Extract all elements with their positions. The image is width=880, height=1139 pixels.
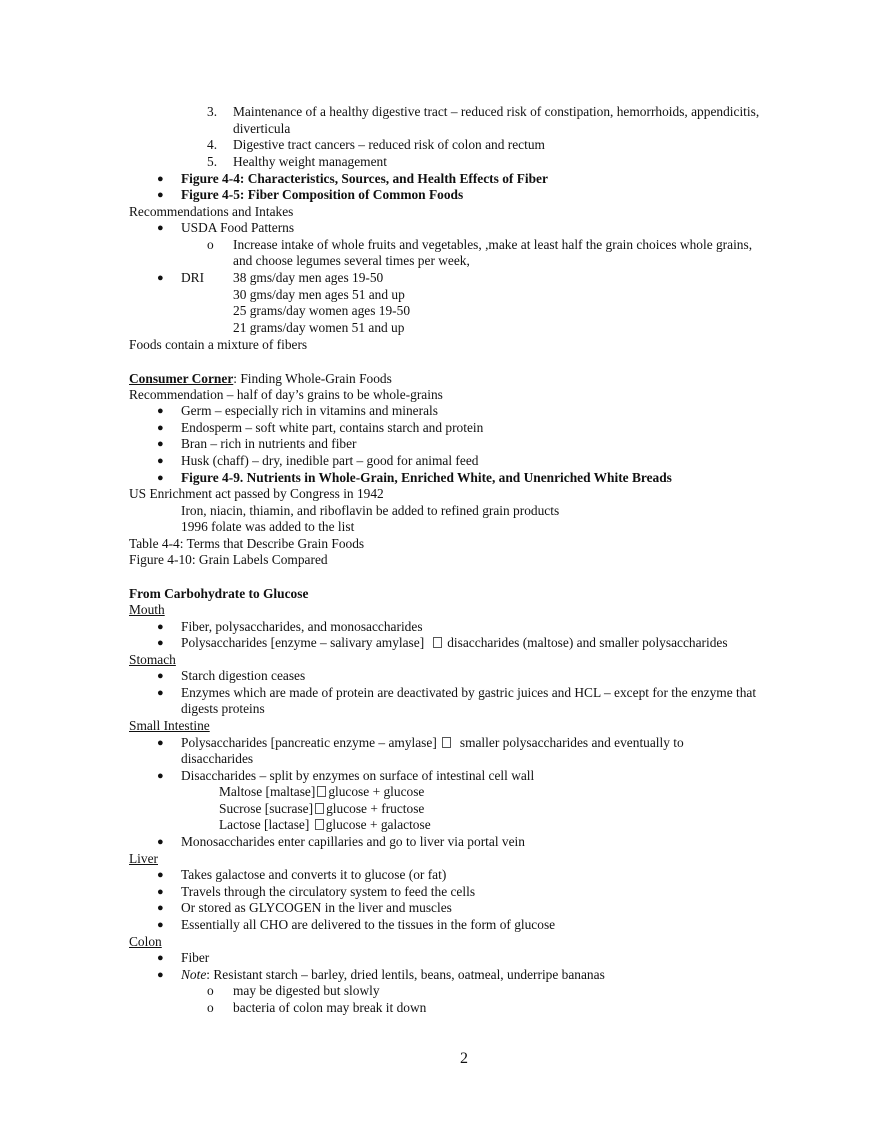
list-number: 4. — [207, 137, 218, 152]
list-item-text: diverticula — [233, 121, 291, 136]
list-item-text: Endosperm – soft white part, contains starch and protein — [181, 420, 484, 435]
reaction-output: smaller polysaccharides and eventually to — [459, 735, 684, 750]
bullet-icon: ● — [157, 670, 164, 682]
dri-value: 21 grams/day women 51 and up — [233, 320, 405, 335]
list-item-text: Husk (chaff) – dry, inedible part – good for animal feed — [181, 453, 479, 468]
list-item-text: disaccharides — [181, 751, 254, 766]
list-item-text: Bran – rich in nutrients and fiber — [181, 436, 357, 451]
list-item-text — [181, 967, 605, 983]
bullet-icon: ● — [157, 869, 164, 881]
list-item-text: Starch digestion ceases — [181, 668, 306, 683]
dri-value: 38 gms/day men ages 19-50 — [233, 270, 384, 285]
table-reference: Table 4-4: Terms that Describe Grain Foods — [129, 536, 365, 551]
arrow-icon — [315, 819, 324, 830]
list-item-text: digests proteins — [181, 701, 265, 716]
list-item-text: Takes galactose and converts it to glucose (or fat) — [181, 867, 447, 882]
reaction-input: Polysaccharides [pancreatic enzyme – amylase] — [181, 735, 437, 750]
list-number: 3. — [207, 104, 218, 119]
bullet-icon: ● — [157, 687, 164, 699]
arrow-icon — [442, 737, 451, 748]
bullet-icon: ● — [157, 919, 164, 931]
reaction-input: Maltose [maltase] — [219, 784, 316, 799]
list-item-text: Or stored as GLYCOGEN in the liver and muscles — [181, 900, 452, 915]
list-item-text: Fiber, polysaccharides, and monosaccharides — [181, 619, 423, 634]
note-label: Note — [181, 967, 207, 982]
list-item-text: Enzymes which are made of protein are deactivated by gastric juices and HCL – except for the enzyme that — [181, 685, 757, 700]
paragraph: Recommendation – half of day’s grains to be whole-grains — [129, 387, 443, 402]
figure-reference: Figure 4-9. Nutrients in Whole-Grain, Enriched White, and Unenriched White Breads — [181, 470, 672, 485]
bullet-icon: ● — [157, 455, 164, 467]
bullet-icon: ● — [157, 405, 164, 417]
list-item-text: Maintenance of a healthy digestive tract – reduced risk of constipation, hemorrhoids, appendicitis, — [233, 104, 760, 119]
list-item-text: Digestive tract cancers – reduced risk of colon and rectum — [233, 137, 545, 152]
reaction-line — [219, 784, 424, 800]
list-item-text: Fiber — [181, 950, 210, 965]
dri-value: 30 gms/day men ages 51 and up — [233, 287, 405, 302]
reaction-input: Polysaccharides [enzyme – salivary amylase] — [181, 635, 425, 650]
list-item-text: Healthy weight management — [233, 154, 387, 169]
dri-value: 25 grams/day women ages 19-50 — [233, 303, 411, 318]
reaction-input: Lactose [lactase] — [219, 817, 310, 832]
subsection-label: Colon — [129, 934, 162, 949]
bullet-icon: ● — [157, 438, 164, 450]
subsection-label: Stomach — [129, 652, 176, 667]
dri-label: DRI — [181, 270, 205, 285]
list-item-text: may be digested but slowly — [233, 983, 380, 998]
consumer-corner-heading — [129, 371, 392, 387]
bullet-icon: ● — [157, 189, 164, 201]
subsection-label: Small Intestine — [129, 718, 210, 733]
list-item-text: and choose legumes several times per week, — [233, 253, 470, 268]
subsection-label: Liver — [129, 851, 158, 866]
list-item-text: Disaccharides – split by enzymes on surface of intestinal cell wall — [181, 768, 535, 783]
reaction-line — [219, 801, 424, 817]
list-item-text: Travels through the circulatory system to feed the cells — [181, 884, 476, 899]
list-item-text: Increase intake of whole fruits and vegetables, ,make at least half the grain choices whole grains, — [233, 237, 753, 252]
bullet-icon: ● — [157, 272, 164, 284]
list-item-text — [181, 635, 728, 651]
bullet-icon: ● — [157, 621, 164, 633]
arrow-icon — [317, 786, 326, 797]
reaction-output: disaccharides (maltose) and smaller polysaccharides — [447, 635, 728, 650]
bullet-icon: ● — [157, 836, 164, 848]
bullet-icon: ● — [157, 422, 164, 434]
figure-reference: Figure 4-10: Grain Labels Compared — [129, 552, 328, 567]
section-heading: Recommendations and Intakes — [129, 204, 294, 219]
subsection-label: Mouth — [129, 602, 165, 617]
bullet-icon: ● — [157, 952, 164, 964]
bullet-icon: ● — [157, 173, 164, 185]
figure-reference: Figure 4-4: Characteristics, Sources, and Health Effects of Fiber — [181, 171, 548, 186]
bullet-icon: ● — [157, 222, 164, 234]
paragraph: US Enrichment act passed by Congress in 1942 — [129, 486, 384, 501]
list-item-text: Germ – especially rich in vitamins and minerals — [181, 403, 438, 418]
bullet-icon: ● — [157, 770, 164, 782]
sub-bullet-icon: o — [207, 237, 214, 252]
bullet-icon: ● — [157, 472, 164, 484]
arrow-icon — [433, 637, 442, 648]
sub-bullet-icon: o — [207, 1000, 214, 1015]
list-item-text: bacteria of colon may break it down — [233, 1000, 427, 1015]
bullet-icon: ● — [157, 969, 164, 981]
bullet-icon: ● — [157, 637, 164, 649]
list-item-text: Essentially all CHO are delivered to the tissues in the form of glucose — [181, 917, 556, 932]
paragraph: Foods contain a mixture of fibers — [129, 337, 308, 352]
list-item-text: USDA Food Patterns — [181, 220, 295, 235]
list-item-text — [181, 735, 684, 751]
bullet-icon: ● — [157, 886, 164, 898]
reaction-input: Sucrose [sucrase] — [219, 801, 314, 816]
list-number: 5. — [207, 154, 218, 169]
bullet-icon: ● — [157, 902, 164, 914]
paragraph: Iron, niacin, thiamin, and riboflavin be added to refined grain products — [181, 503, 560, 518]
reaction-output: glucose + glucose — [328, 784, 425, 799]
reaction-output: glucose + galactose — [325, 817, 431, 832]
figure-reference: Figure 4-5: Fiber Composition of Common Foods — [181, 187, 464, 202]
page-number: 2 — [460, 1050, 468, 1067]
consumer-corner-title: : Finding Whole-Grain Foods — [233, 371, 392, 386]
section-heading: From Carbohydrate to Glucose — [129, 586, 309, 601]
note-text: : Resistant starch – barley, dried lentils, beans, oatmeal, underripe bananas — [206, 967, 605, 982]
arrow-icon — [315, 803, 324, 814]
paragraph: 1996 folate was added to the list — [181, 519, 355, 534]
reaction-output: glucose + fructose — [326, 801, 425, 816]
sub-bullet-icon: o — [207, 983, 214, 998]
list-item-text: Monosaccharides enter capillaries and go to liver via portal vein — [181, 834, 525, 849]
bullet-icon: ● — [157, 737, 164, 749]
consumer-corner-label: Consumer Corner — [129, 371, 234, 386]
reaction-line — [219, 817, 431, 833]
